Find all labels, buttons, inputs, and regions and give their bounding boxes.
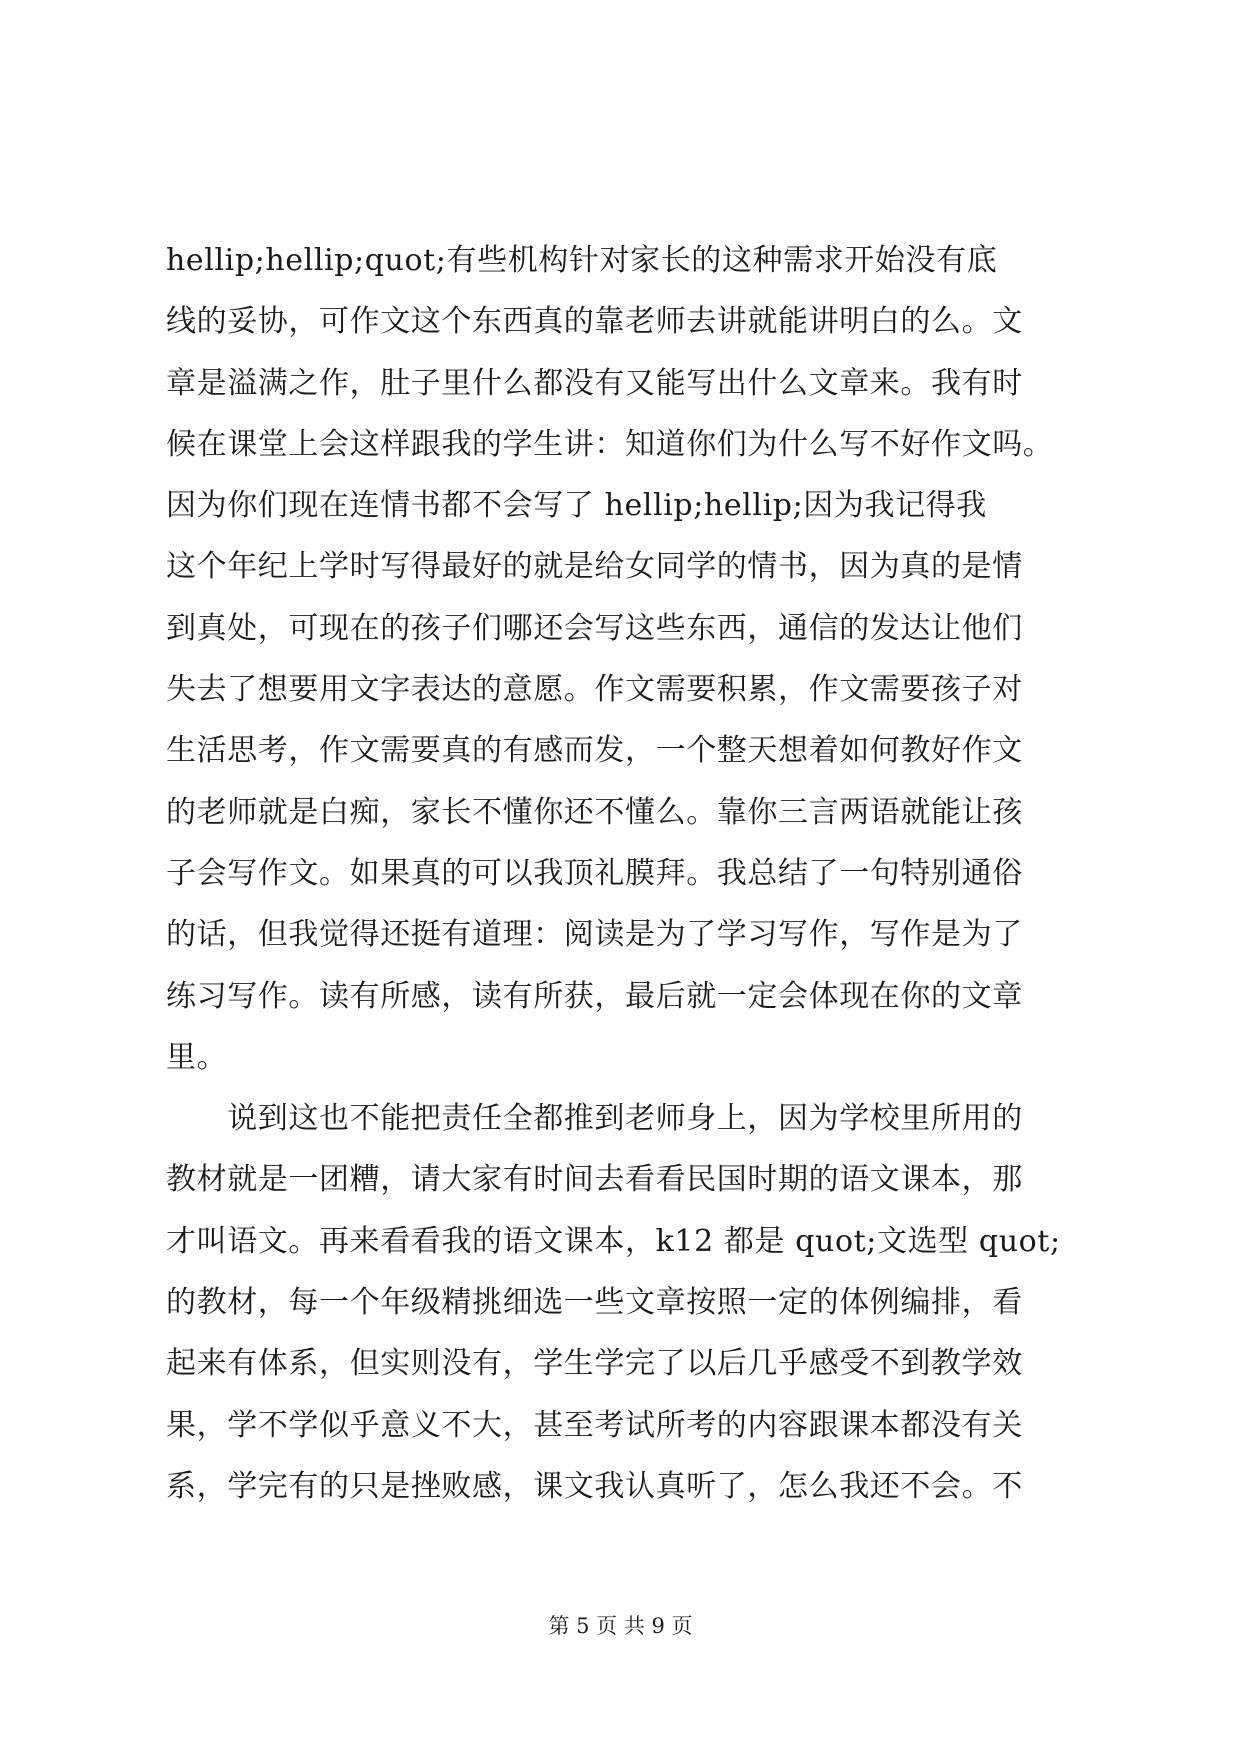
- page-number-footer: 第 5 页 共 9 页: [548, 1614, 693, 1638]
- text-line: 生活思考，作文需要真的有感而发，一个整天想着如何教好作文: [166, 733, 1023, 769]
- text-line: 里。: [166, 1039, 228, 1075]
- text-line: 练习写作。读有所感，读有所获，最后就一定会体现在你的文章: [166, 978, 1023, 1014]
- text-line: 的教材，每一个年级精挑细选一些文章按照一定的体例编排，看: [166, 1285, 1023, 1321]
- text-line: 教材就是一团糟，请大家有时间去看看民国时期的语文课本，那: [166, 1162, 1023, 1198]
- text-line: 这个年纪上学时写得最好的就是给女同学的情书，因为真的是情: [166, 549, 1023, 585]
- text-line: 才叫语文。再来看看我的语文课本，k12 都是 quot;文选型 quot;: [166, 1223, 1061, 1259]
- text-line: 候在课堂上会这样跟我的学生讲：知道你们为什么写不好作文吗。: [166, 426, 1054, 462]
- text-line: 失去了想要用文字表达的意愿。作文需要积累，作文需要孩子对: [166, 672, 1023, 708]
- text-line: 系，学完有的只是挫败感，课文我认真听了，怎么我还不会。不: [166, 1468, 1023, 1504]
- text-line: hellip;hellip;quot;有些机构针对家长的这种需求开始没有底: [166, 243, 998, 278]
- text-line: 的话，但我觉得还挺有道理：阅读是为了学习写作，写作是为了: [166, 917, 1023, 953]
- text-line: 因为你们现在连情书都不会写了 hellip;hellip;因为我记得我: [166, 488, 987, 524]
- text-line: 到真处，可现在的孩子们哪还会写这些东西，通信的发达让他们: [166, 610, 1023, 646]
- body-text: [166, 235, 1076, 1522]
- text-line: 果，学不学似乎意义不大，甚至考试所考的内容跟课本都没有关: [166, 1407, 1023, 1443]
- text-line: 线的妥协，可作文这个东西真的靠老师去讲就能讲明白的么。文: [166, 304, 1023, 340]
- text-line: 说到这也不能把责任全都推到老师身上，因为学校里所用的: [166, 1101, 1023, 1137]
- text-line: 子会写作文。如果真的可以我顶礼膜拜。我总结了一句特别通俗: [166, 855, 1023, 891]
- text-line: 的老师就是白痴，家长不懂你还不懂么。靠你三言两语就能让孩: [166, 794, 1023, 830]
- text-line: 章是溢满之作，肚子里什么都没有又能写出什么文章来。我有时: [166, 365, 1023, 401]
- text-line: 起来有体系，但实则没有，学生学完了以后几乎感受不到教学效: [166, 1346, 1023, 1382]
